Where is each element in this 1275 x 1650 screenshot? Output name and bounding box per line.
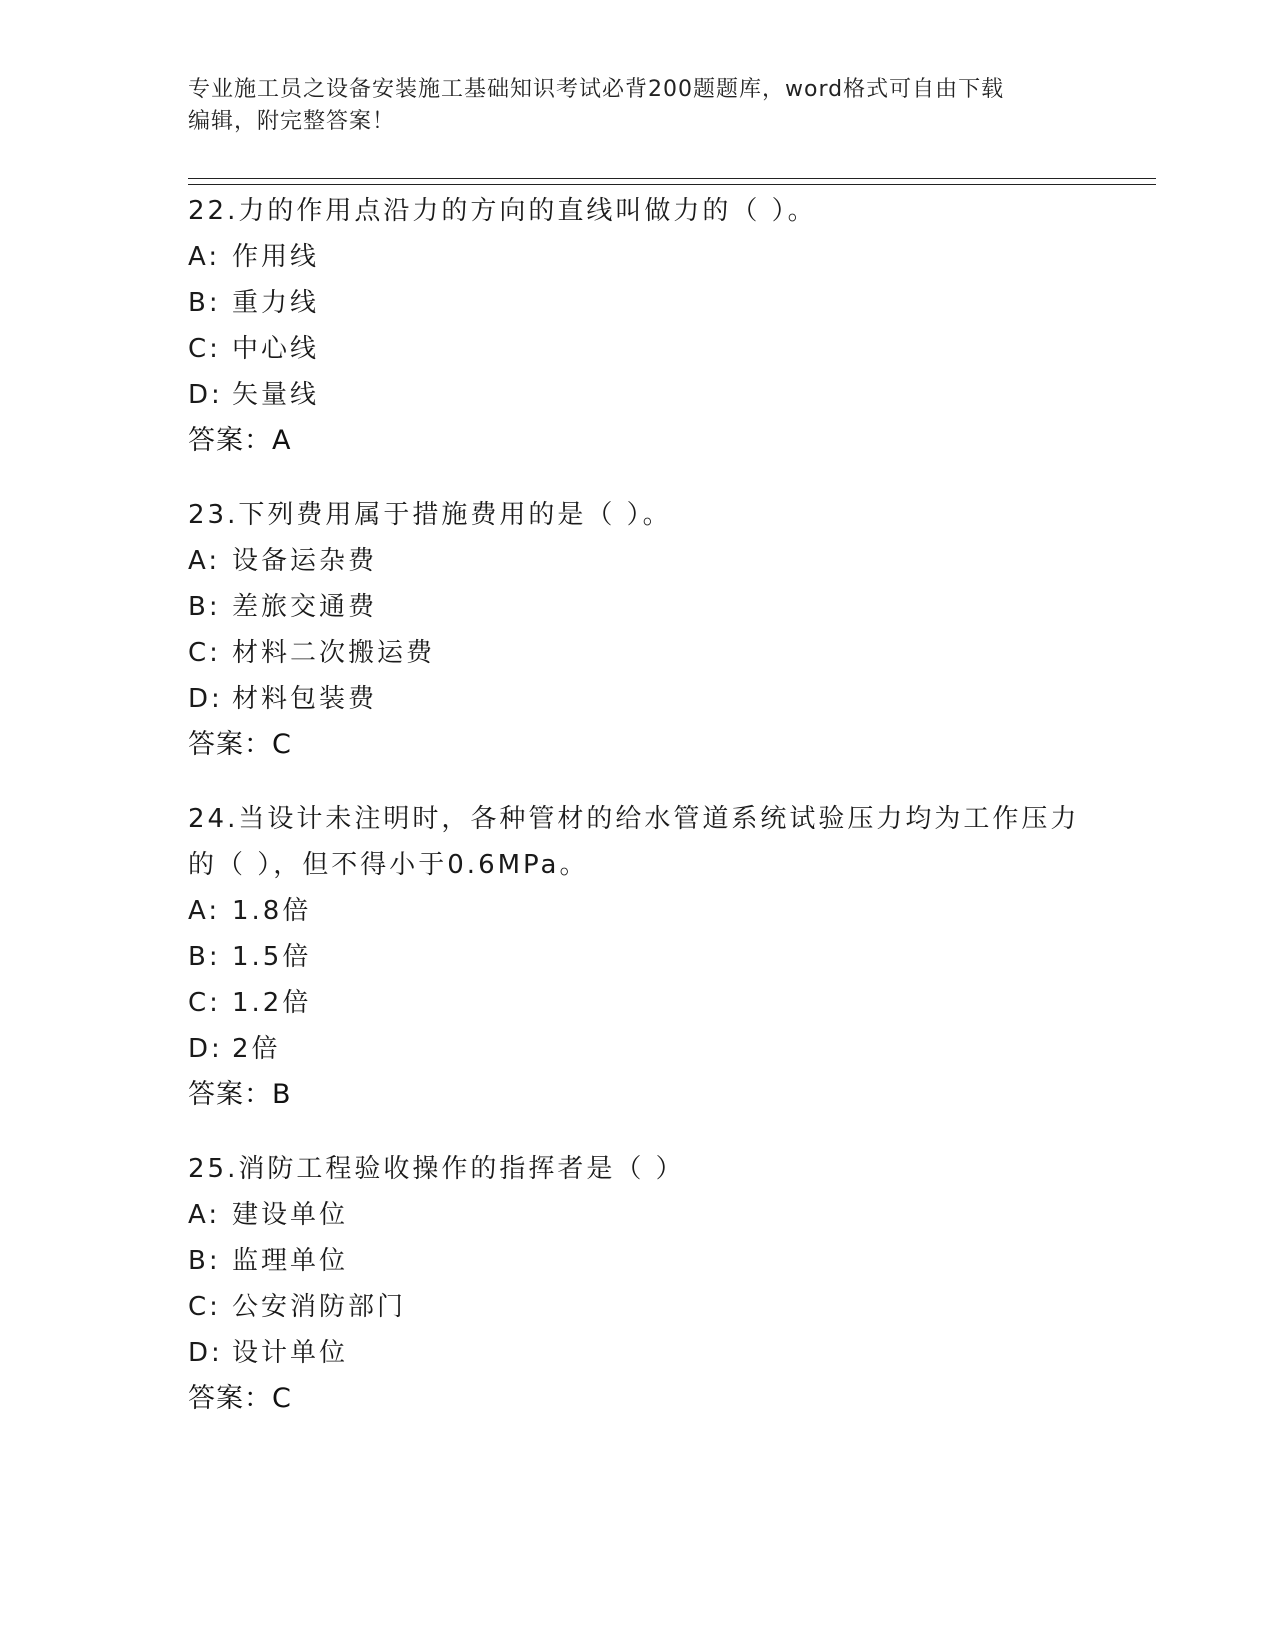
option-letter: C: — [188, 988, 221, 1018]
answer-line: 答案：B — [188, 1079, 292, 1110]
option-text: 设计单位 — [232, 1338, 349, 1368]
answer-line: 答案：C — [188, 1383, 292, 1414]
option-letter: A: — [188, 546, 221, 576]
option-letter: D: — [188, 1338, 223, 1368]
option-a — [188, 888, 1088, 934]
question-stem: 22.力的作用点沿力的方向的直线叫做力的（ ）。 — [188, 196, 817, 226]
option-c — [188, 630, 1088, 676]
question-stem: 25.消防工程验收操作的指挥者是（ ） — [188, 1154, 685, 1184]
option-b — [188, 1238, 1088, 1284]
option-b — [188, 280, 1088, 326]
option-text: 2倍 — [232, 1034, 281, 1064]
option-text: 材料包装费 — [232, 684, 378, 714]
option-a — [188, 234, 1088, 280]
option-b — [188, 934, 1088, 980]
option-text: 作用线 — [232, 242, 320, 272]
option-letter: B: — [188, 288, 221, 318]
option-text: 重力线 — [232, 288, 320, 318]
option-d — [188, 1330, 1088, 1376]
answer-line: 答案：C — [188, 729, 292, 760]
option-letter: C: — [188, 334, 221, 364]
option-c — [188, 1284, 1088, 1330]
option-letter: D: — [188, 1034, 223, 1064]
question-stem: 24.当设计未注明时，各种管材的给水管道系统试验压力均为工作压力的（ ），但不得小于0.6MPa。 — [188, 804, 1080, 880]
question-23 — [188, 492, 1088, 768]
header-double-rule — [188, 178, 1156, 185]
option-letter: A: — [188, 242, 221, 272]
option-letter: C: — [188, 638, 221, 668]
option-letter: A: — [188, 896, 221, 926]
question-stem: 23.下列费用属于措施费用的是（ ）。 — [188, 500, 672, 530]
option-text: 1.8倍 — [232, 896, 312, 926]
option-text: 中心线 — [232, 334, 320, 364]
option-text: 矢量线 — [232, 380, 320, 410]
document-header — [188, 74, 1088, 138]
option-letter: B: — [188, 592, 221, 622]
option-d — [188, 1026, 1088, 1072]
option-text: 建设单位 — [232, 1200, 349, 1230]
option-letter: D: — [188, 684, 223, 714]
option-text: 1.5倍 — [232, 942, 312, 972]
question-24 — [188, 796, 1088, 1118]
header-title-line-2: 编辑，附完整答案！ — [188, 109, 396, 134]
option-c — [188, 326, 1088, 372]
option-a — [188, 1192, 1088, 1238]
option-text: 公安消防部门 — [232, 1292, 407, 1322]
option-a — [188, 538, 1088, 584]
option-text: 监理单位 — [232, 1246, 349, 1276]
option-letter: D: — [188, 380, 223, 410]
option-text: 差旅交通费 — [232, 592, 378, 622]
option-b — [188, 584, 1088, 630]
question-25 — [188, 1146, 1088, 1422]
option-text: 设备运杂费 — [232, 546, 378, 576]
option-text: 材料二次搬运费 — [232, 638, 436, 668]
answer-line: 答案：A — [188, 425, 292, 456]
question-22 — [188, 188, 1088, 464]
option-letter: C: — [188, 1292, 221, 1322]
header-title-line-1: 专业施工员之设备安装施工基础知识考试必背200题题库，word格式可自由下载 — [188, 77, 1005, 102]
option-d — [188, 676, 1088, 722]
option-text: 1.2倍 — [232, 988, 312, 1018]
option-c — [188, 980, 1088, 1026]
option-letter: B: — [188, 1246, 221, 1276]
option-d — [188, 372, 1088, 418]
option-letter: A: — [188, 1200, 221, 1230]
option-letter: B: — [188, 942, 221, 972]
